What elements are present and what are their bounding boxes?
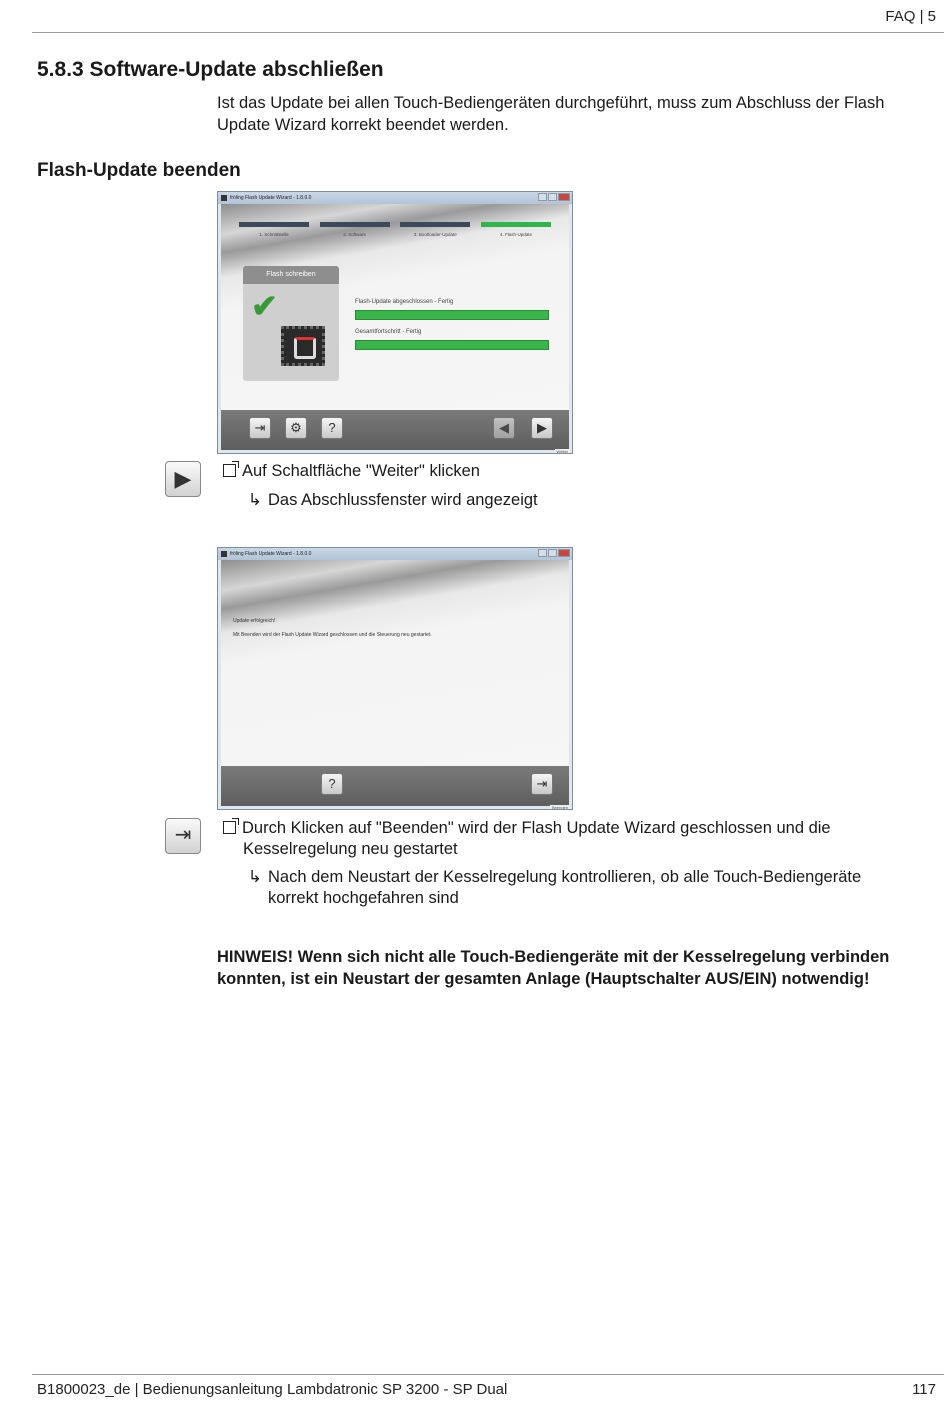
- wizard-screenshot-finish: [217, 547, 573, 810]
- checkmark-icon: ✔: [251, 288, 278, 324]
- intro-paragraph: Ist das Update bei allen Touch-Bediengeräten durchgeführt, muss zum Abschluss der Flash Update Wizard korrekt beendet werden.: [217, 94, 885, 134]
- window-titlebar: [218, 192, 572, 204]
- wizard-toolbar: [221, 766, 569, 806]
- app-icon: [221, 195, 227, 201]
- step-2-action-text: Durch Klicken auf "Beenden" wird der Flash Update Wizard geschlossen und die: [242, 819, 831, 837]
- close-icon: [558, 193, 570, 201]
- wizard-step-label: 3. Bootloader-Update: [413, 232, 457, 237]
- header-section: FAQ | 5: [885, 8, 936, 25]
- wizard-step: [400, 222, 470, 237]
- wizard-step-label: 1. Schnittstelle: [259, 232, 289, 237]
- success-title: Update erfolgreich!: [233, 618, 276, 624]
- step-1-action: [223, 461, 480, 482]
- progress-label-total: Gesamtfortschritt - Fertig: [355, 329, 422, 335]
- wizard-step: [320, 222, 390, 237]
- wizard-toolbar: [221, 410, 569, 450]
- section-heading: 5.8.3 Software-Update abschließen: [37, 58, 384, 81]
- help-icon: ?: [321, 773, 343, 795]
- exit-icon: ⇥: [249, 417, 271, 439]
- window-titlebar: [218, 548, 572, 560]
- maximize-icon: [548, 549, 557, 557]
- checkbox-icon: [223, 464, 236, 477]
- window-controls: [538, 549, 570, 557]
- app-icon: [221, 551, 227, 557]
- corner-label: Weiter: [556, 449, 568, 454]
- footer-divider: [32, 1374, 944, 1375]
- footer-document: B1800023_de | Bedienungsanleitung Lambdatronic SP 3200 - SP Dual: [37, 1381, 508, 1398]
- exit-icon: ⇥: [531, 773, 553, 795]
- gear-icon: ⚙: [285, 417, 307, 439]
- success-text: Mit Beenden wird der Flash Update Wizard geschlossen und die Steuerung neu gestartet.: [233, 632, 432, 638]
- step-2-result: [248, 867, 861, 888]
- subheading: Flash-Update beenden: [37, 160, 241, 181]
- window-title: fröling Flash Update Wizard - 1.8.0.0: [230, 551, 312, 557]
- window-content: [221, 204, 569, 450]
- corner-label: Beenden: [551, 805, 568, 810]
- step-1-result-text: Das Abschlussfenster wird angezeigt: [268, 491, 538, 509]
- wizard-steps: [239, 222, 551, 237]
- warning-note: HINWEIS! Wenn sich nicht alle Touch-Bediengeräte mit der Kesselregelung verbinden konnten, ist ein Neustart der gesamten Anlage (Hauptschalter AUS/EIN) notwendig!: [217, 948, 890, 988]
- next-action-icon: ▶: [165, 461, 201, 497]
- page-number: 117: [912, 1381, 936, 1398]
- wizard-screenshot-flash: [217, 191, 573, 454]
- progress-label-flash: Flash-Update abgeschlossen - Fertig: [355, 299, 454, 305]
- wizard-step: [239, 222, 309, 237]
- forward-arrow-icon: ▶: [531, 417, 553, 439]
- progress-bar-flash: [355, 310, 549, 320]
- minimize-icon: [538, 193, 547, 201]
- minimize-icon: [538, 549, 547, 557]
- progress-bar-total: [355, 340, 549, 350]
- step-1-result: [248, 490, 538, 511]
- wizard-step-label: 4. Flash-Update: [499, 232, 532, 237]
- checkbox-icon: [223, 821, 236, 834]
- close-icon: [558, 549, 570, 557]
- wizard-step-active: [481, 222, 551, 237]
- result-arrow-icon: ↳: [248, 868, 262, 886]
- result-arrow-icon: ↳: [248, 491, 262, 509]
- window-title: fröling Flash Update Wizard - 1.8.0.0: [230, 195, 312, 201]
- step-1-action-text: Auf Schaltfläche "Weiter" klicken: [242, 462, 480, 480]
- step-2-action: [223, 818, 831, 839]
- back-arrow-icon: ◀: [493, 417, 515, 439]
- flash-box-title: Flash schreiben: [243, 266, 339, 284]
- window-content: [221, 560, 569, 806]
- wizard-step-label: 2. Software: [343, 232, 367, 237]
- step-2-result-text: Nach dem Neustart der Kesselregelung kontrollieren, ob alle Touch-Bediengeräte: [268, 868, 862, 886]
- finish-action-icon: ⇥: [165, 818, 201, 854]
- step-2-action-cont: Kesselregelung neu gestartet: [243, 840, 458, 858]
- window-controls: [538, 193, 570, 201]
- chip-icon: [281, 326, 325, 366]
- help-icon: ?: [321, 417, 343, 439]
- step-2-result-cont: korrekt hochgefahren sind: [268, 889, 459, 907]
- maximize-icon: [548, 193, 557, 201]
- header-divider: [32, 32, 944, 33]
- flash-status-box: [243, 266, 339, 381]
